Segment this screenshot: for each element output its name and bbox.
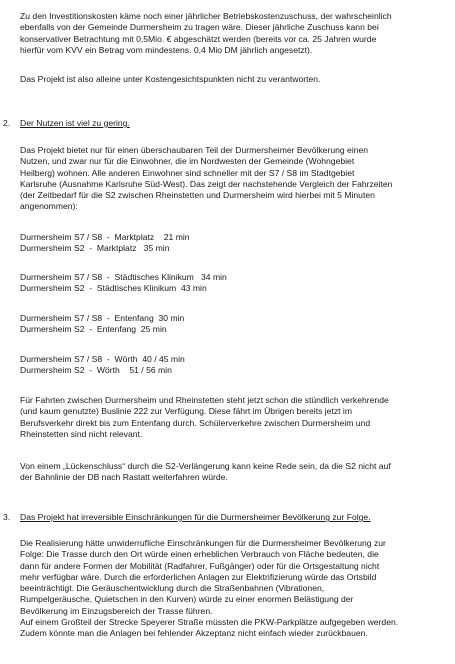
section-3-heading	[3, 512, 371, 523]
text-line: Zudem könnte man die Anlagen bei fehlender Akzeptanz nicht einfach wieder zurückbauen.	[20, 628, 368, 639]
text-line: Das Projekt bietet nur für einen überschaubaren Teil der Durmersheimer Bevölkerung einen	[20, 145, 369, 155]
comparison-line: Durmersheim S2 - Marktplatz 35 min	[20, 243, 170, 254]
section-number: 3.	[3, 512, 11, 522]
text-line: Auf einem Großteil der Strecke Speyerer Straße müssten die PKW-Parkplätze aufgegeben werden.	[20, 617, 399, 628]
intro-conclusion	[20, 74, 445, 85]
section-3-paragraph	[20, 538, 445, 640]
text-line: Nutzen, und zwar nur für die Einwohner, die im Nordwesten der Gemeinde (Wohngebiet	[20, 156, 355, 167]
comparison-line: Durmersheim S7 / S8 - Entenfang 30 min	[20, 313, 185, 323]
text-line: (und kaum genutzte) Buslinie 222 zur Verfügung. Diese fährt im Übrigen bereits jetzt im	[20, 406, 352, 417]
comparison-line: Durmersheim S2 - Städtisches Klinikum 43 min	[20, 283, 207, 294]
text-line: angenommen):	[20, 201, 78, 212]
text-line: Karlsruhe (Ausnahme Karlsruhe Süd-West). Das zeigt der nachstehende Vergleich der Fahrzeiten	[20, 178, 393, 189]
text-line: Heilberg) wohnen. Alle anderen Einwohner sind schneller mit der S7 / S8 im Stadtgebiet	[20, 167, 355, 178]
section-title: Das Projekt hat irreversible Einschränkungen für die Durmersheimer Bevölkerung zur Folge.	[20, 512, 371, 522]
comparison-group-entenfang	[20, 313, 445, 336]
section-2-paragraph-3	[20, 461, 445, 484]
text-line: Berufsverkehr direkt bis zum Entenfang durch. Schülerverkehre zwischen Durmersheim und	[20, 417, 371, 428]
section-2-paragraph	[20, 145, 445, 213]
text-line: Folge: Die Trasse durch den Ort würde einen erheblichen Verbrauch von Fläche bedeuten, die	[20, 549, 379, 560]
comparison-group-marktplatz	[20, 232, 445, 255]
text-line: (der Zeitbedarf für die S2 zwischen Rheinstetten und Durmersheim wird hierbei mit 5 Minuten	[20, 190, 375, 201]
comparison-line: Durmersheim S7 / S8 - Wörth 40 / 45 min	[20, 354, 185, 364]
text-line: ebenfalls von der Gemeinde Durmersheim zu tragen wäre. Dieser jährliche Zuschuss kann bei	[20, 22, 379, 33]
section-number: 2.	[3, 118, 11, 128]
text-line: konservativer Betrachtung mit 0,5Mio. € abgeschätzt werden (bereits vor ca. 25 Jahren wurde	[20, 33, 377, 44]
comparison-line: Durmersheim S2 - Wörth 51 / 56 min	[20, 365, 172, 376]
text-line: mehr verfügbar wäre. Durch die erforderlichen Anlagen zur Elektrifizierung würde das Ortsbild	[20, 571, 377, 582]
section-2-paragraph-2	[20, 395, 445, 440]
comparison-group-woerth	[20, 354, 445, 377]
comparison-line: Durmersheim S7 / S8 - Marktplatz 21 min	[20, 232, 190, 242]
comparison-group-klinikum	[20, 272, 445, 295]
text-line: der Bahnlinie der DB nach Rastatt weiterfahren würde.	[20, 472, 228, 483]
text-line: Für Fahrten zwischen Durmersheim und Rheinstetten steht jetzt schon die stündlich verkehrende	[20, 395, 389, 405]
text-line: hierfür vom KVV ein Betrag vom mindestens. 0,4 Mio DM jährlich angesetzt).	[20, 44, 313, 55]
text-line: Zu den Investitionskosten käme noch einer jährlicher Betriebskostenzuschuss, der wahrscheinlich	[20, 11, 392, 21]
section-title: Der Nutzen ist viel zu gering.	[20, 118, 130, 128]
text-line: Rheinstetten sind nicht relevant.	[20, 428, 143, 439]
section-2-heading	[3, 118, 130, 129]
text-line: Rumpelgeräusche, Quietschen in den Kurven) würde zu einer enormen Belästigung der	[20, 594, 354, 605]
comparison-line: Durmersheim S2 - Entenfang 25 min	[20, 324, 167, 335]
text-line: Von einem „Lückenschluss“ durch die S2-Verlängerung kann keine Rede sein, da die S2 nicht auf	[20, 461, 391, 471]
comparison-line: Durmersheim S7 / S8 - Städtisches Klinikum 34 min	[20, 272, 227, 282]
text-line: Bevölkerung im Einzugsbereich der Trasse führen.	[20, 605, 213, 616]
text-line: Die Realisierung hätte unwiderrufliche Einschränkungen für die Durmersheimer Bevölkerung zur	[20, 538, 386, 548]
text-line: dann für andere Formen der Mobilität (Radfahrer, Fußgänger) oder für die Ortsgestaltung nicht	[20, 560, 380, 571]
intro-paragraph	[20, 11, 445, 56]
text-line: beeinträchtigt. Die Geräuschentwicklung durch die Straßenbahnen (Vibrationen,	[20, 583, 325, 594]
text-line: Das Projekt ist also alleine unter Kostengesichtspunkten nicht zu verantworten.	[20, 74, 321, 84]
